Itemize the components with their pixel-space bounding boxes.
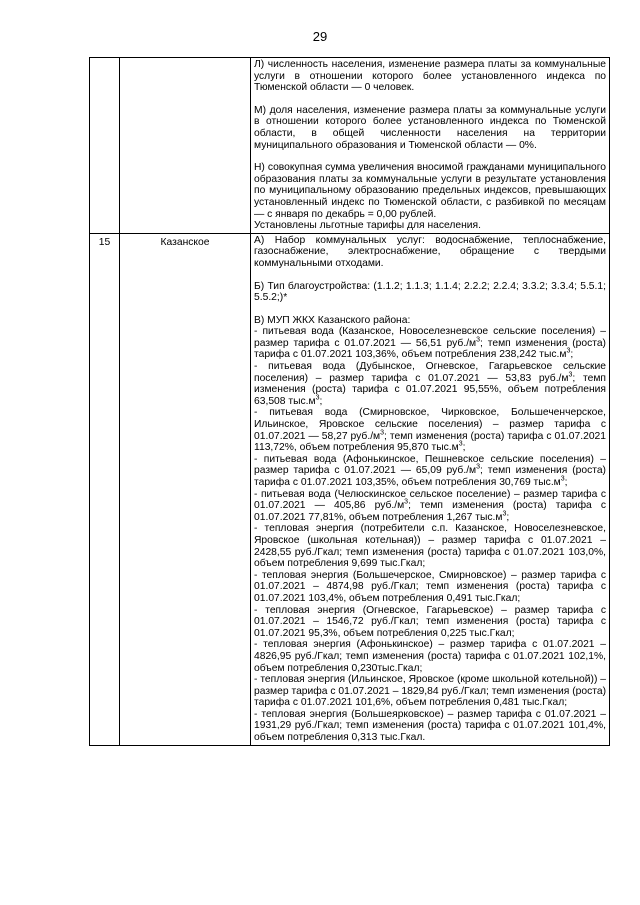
paragraph-c-title: В) МУП ЖКХ Казанского района: xyxy=(254,314,411,326)
superscript: 3 xyxy=(568,371,573,379)
paragraph-a: А) Набор коммунальных услуг: водоснабжение, теплоснабжение, газоснабжение, электроснабжение, обращение с твердыми коммунальными отходами. xyxy=(254,234,606,269)
list-item-text: - тепловая энергия (Огневское, Гагарьевское) – размер тарифа с 01.07.2021 – 1546,72 руб./Гкал; темп изменения (роста) тарифа с 01.07.2021 95,3%, объем потребления 0,225 тыс.Гкал; xyxy=(254,604,606,639)
list-item xyxy=(254,523,606,569)
paragraph-l: Л) численность населения, изменение размера платы за коммунальные услуги в отношении которого более установленного индекса по Тюменской области — 0 человек. xyxy=(254,59,606,94)
list-item-text: - питьевая вода (Челюскинское сельское поселение) – размер тарифа с 01.07.2021 — 405,86 руб./м xyxy=(254,488,606,512)
list-item-text: ; темп изменения (роста) тарифа с 01.07.2021 77,81%, объем потребления 1,267 тыс.м xyxy=(254,500,607,523)
list-item-text: ; xyxy=(462,442,466,454)
list-item-text: ; темп изменения (роста) тарифа с 01.07.2021 113,72%, объем потребления 95,870 тыс.м xyxy=(254,430,606,454)
list-item xyxy=(254,326,606,361)
list-item xyxy=(254,407,606,453)
list-item-text: ; xyxy=(564,477,568,488)
list-item-text: ; xyxy=(570,349,574,361)
superscript: 3 xyxy=(404,498,409,506)
list-item xyxy=(254,709,606,744)
list-item-text: ; xyxy=(319,395,323,407)
tariff-table xyxy=(89,57,610,746)
table-row xyxy=(90,58,610,234)
superscript: 3 xyxy=(476,463,481,471)
list-item xyxy=(254,639,606,674)
list-item-text: ; темп изменения (роста) тарифа с 01.07.2021 103,36%, объем потребления 238,242 тыс.м xyxy=(254,337,606,361)
list-item xyxy=(254,489,606,524)
list-item-text: - питьевая вода (Афонькинское, Пешневское сельские поселения) – размер тарифа с 01.07.2021 — 65,09 руб./м xyxy=(254,453,606,477)
table-row xyxy=(90,233,610,745)
row-number-cell: 15 xyxy=(90,233,120,745)
list-item xyxy=(254,605,606,640)
description-cell xyxy=(251,58,610,234)
list-item-text: - питьевая вода (Смирновское, Чирковское, Большеченчерское, Ильинское, Яровское сельские поселения) – размер тарифа с 01.07.2021 — 58,27 руб./м xyxy=(254,407,606,442)
municipality-name-cell: Казанское xyxy=(120,233,251,745)
page-number: 29 xyxy=(312,29,328,44)
superscript: 3 xyxy=(458,440,463,448)
list-item xyxy=(254,674,606,709)
list-item-text: - питьевая вода (Казанское, Новоселезневское сельские поселения) – размер тарифа с 01.07.2021 — 56,51 руб./м xyxy=(254,326,606,349)
municipality-name-cell xyxy=(120,58,251,234)
superscript: 3 xyxy=(315,394,320,402)
list-item-text: ; темп изменения (роста) тарифа с 01.07.2021 103,35%, объем потребления 30,769 тыс.м xyxy=(254,465,606,488)
list-item-text: - тепловая энергия (Большечерское, Смирновское) – размер тарифа с 01.07.2021 – 4874,98 руб./Гкал; темп изменения (роста) тарифа с 01.07.2021 103,4%, объем потребления 0,491 тыс.Гкал; xyxy=(254,569,606,604)
superscript: 3 xyxy=(502,510,507,518)
list-item-text: ; темп изменения (роста) тарифа с 01.07.2021 95,55%, объем потребления 63,508 тыс.м xyxy=(254,372,606,407)
superscript: 3 xyxy=(566,348,571,356)
list-item xyxy=(254,570,606,605)
tariff-list xyxy=(254,326,606,743)
list-item-text: ; xyxy=(506,511,510,523)
description-cell xyxy=(251,233,610,745)
list-item-text: - тепловая энергия (Большеярковское) – размер тарифа с 01.07.2021 – 1931,29 руб./Гкал; темп изменения (роста) тарифа с 01.07.2021 101,4%, объем потребления 0,313 тыс.Гкал. xyxy=(254,708,606,744)
row-number-cell xyxy=(90,58,120,234)
list-item-text: - питьевая вода (Дубынское, Огневское, Гагарьевское сельские поселения) – размер тарифа с 01.07.2021 — 53,83 руб./м xyxy=(254,361,606,384)
list-item xyxy=(254,454,606,489)
superscript: 3 xyxy=(380,429,385,437)
list-item xyxy=(254,361,606,407)
superscript: 3 xyxy=(476,336,481,344)
list-item-text: - тепловая энергия (Ильинское, Яровское (кроме школьной котельной)) – размер тарифа с 01.07.2021 – 1829,84 руб./Гкал; темп изменения (роста) тарифа с 01.07.2021 101,6%, объем потребления 0,481 тыс.Гкал; xyxy=(254,674,606,709)
paragraph-m: М) доля населения, изменение размера платы за коммунальные услуги в отношении которого более установленного индекса по Тюменской области, в общей численности населения на территории муниципального образования и Тюменской области — 0%. xyxy=(254,104,606,151)
list-item-text: - тепловая энергия (Афонькинское) – размер тарифа с 01.07.2021 – 4826,95 руб./Гкал; темп изменения (роста) тарифа с 01.07.2021 102,1%, объем потребления 0,230тыс.Гкал; xyxy=(254,639,606,674)
superscript: 3 xyxy=(560,475,565,483)
paragraph-b: Б) Тип благоустройства: (1.1.2; 1.1.3; 1.1.4; 2.2.2; 2.2.4; 3.3.2; 3.3.4; 5.5.1; 5.5.2;)* xyxy=(254,280,606,304)
paragraph-benefits: Установлены льготные тарифы для населения. xyxy=(254,220,481,232)
list-item-text: - тепловая энергия (потребители с.п. Казанское, Новоселезневское, Яровское (школьная котельная)) – размер тарифа с 01.07.2021 – 2428,55 руб./Гкал; темп изменения (роста) тарифа с 01.07.2021 103,0%, объем потребления 9,699 тыс.Гкал; xyxy=(254,523,606,570)
paragraph-n: Н) совокупная сумма увеличения вносимой гражданами муниципального образования платы за коммунальные услуги в результате установления по муниципальному образованию предельных индексов, превышающих установленный индекс по Тюменской области, с разбивкой по месяцам — с января по декабрь = 0,00 рублей. xyxy=(254,162,606,220)
